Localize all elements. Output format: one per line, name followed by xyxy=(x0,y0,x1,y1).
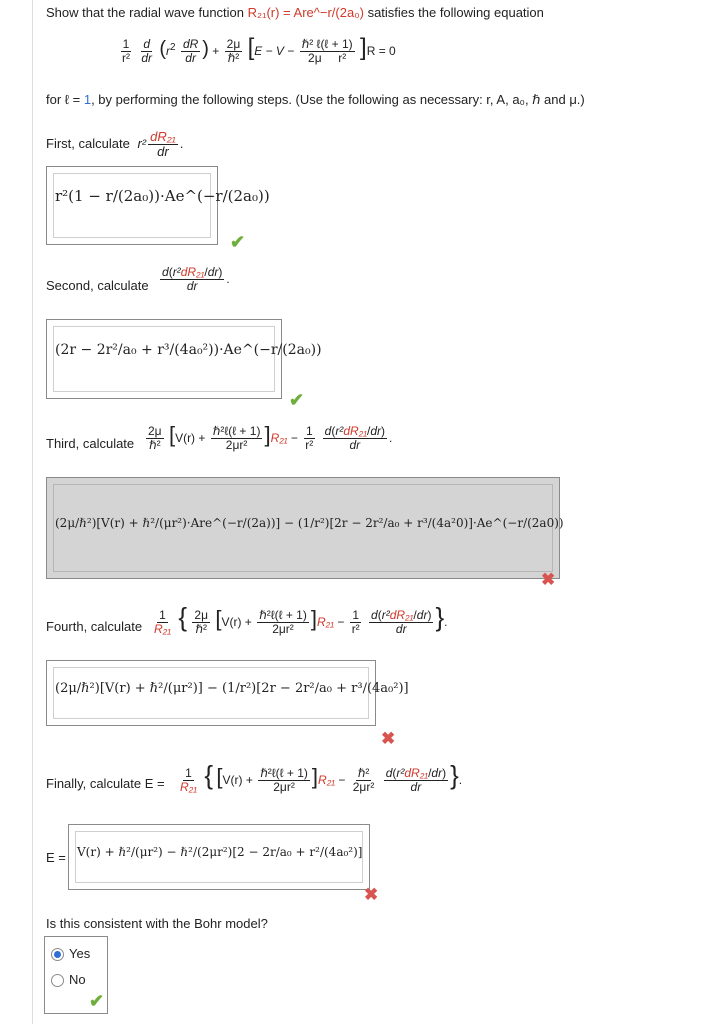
step5-incorrect-icon: ✖ xyxy=(364,885,379,904)
step4-answer-box[interactable] xyxy=(46,660,409,726)
step4-expression: $\frac{1}{\text{R₂₁}}$ { $\frac{2\mu}{\text{ℏ²}}$ [V(r) + $\frac{\text{ℏ²ℓ(ℓ + 1)}}{\text{2μr²}}$ ]R₂₁ − $\frac{1}{\text{r²}}$ $\frac{\text{d(r²dR₂₁/dr)}}{dr}$ }. xyxy=(154,602,448,637)
bohr-correct-icon: ✔ xyxy=(89,991,105,1011)
step5-expression: $\frac{1}{\text{R₂₁}}$ { [V(r) + $\frac{\text{ℏ²ℓ(ℓ + 1)}}{\text{2μr²}}$ ]R₂₁ − $\frac{\text{ℏ²}}{\text{2μr²}}$ $\frac{\text{d(r²dR₂₁/dr)}}{dr}$ }. xyxy=(180,760,463,795)
step4-incorrect-icon: ✖ xyxy=(381,729,396,748)
page-border xyxy=(32,0,33,1024)
step3-answer: (2μ/ℏ²)[V(r) + ℏ²/(μr²)·Are^(−r/(2a))] − (1/r²)[2r − 2r²/a₀ + r³/(4a²0)]·Ae^(−r/(2a0)) xyxy=(55,516,564,530)
step2-correct-icon: ✔ xyxy=(289,390,305,410)
radio-yes[interactable] xyxy=(51,948,64,961)
step3-answer-box[interactable] xyxy=(46,477,564,579)
ell-value: 1 xyxy=(83,92,92,107)
step2-label: Second, calculate xyxy=(46,278,149,293)
step3-label: Third, calculate xyxy=(46,436,135,451)
step5-answer: V(r) + ℏ²/(μr²) − ℏ²/(2μr²)[2 − 2r/a₀ + r²/(4a₀²)] xyxy=(77,845,363,859)
step2-answer-box[interactable] xyxy=(46,319,322,399)
for-text: for ℓ = xyxy=(46,92,81,107)
step2-expression: $\frac{\text{d(r²dR₂₁/dr)}}{dr}$ . xyxy=(162,265,230,294)
bohr-question: Is this consistent with the Bohr model? xyxy=(46,916,268,931)
step5-answer-box[interactable] xyxy=(68,824,370,890)
radio-no[interactable] xyxy=(51,974,64,987)
steps-instructions: , by performing the following steps. (Use the following as necessary: r, A, a₀, ℏ and μ.) xyxy=(91,92,585,107)
option-no[interactable]: No xyxy=(69,972,86,987)
question-intro xyxy=(46,5,544,20)
e-prefix: E = xyxy=(46,850,66,865)
equation-tail: R = 0 xyxy=(366,44,396,58)
bohr-options-box xyxy=(44,936,108,1014)
radial-function: R₂₁(r) = Are^−r/(2a₀) xyxy=(247,5,364,20)
step1-prompt: First, calculate r² $\frac{\text{dR₂₁}}{dr}$ . xyxy=(46,129,184,160)
step1-label: First, calculate xyxy=(46,136,130,152)
option-yes[interactable]: Yes xyxy=(69,946,91,961)
step3-expression: $\frac{2\mu}{\text{ℏ²}}$ [V(r) + $\frac{\text{ℏ²ℓ(ℓ + 1)}}{\text{2μr²}}$ ]R₂₁ − $\frac{1}{\text{r²}}$ $\frac{\text{d(r²dR₂₁/dr)}}{dr}$ . xyxy=(148,422,393,453)
step1-answer: r²(1 − r/(2a₀))·Ae^(−r/(2a₀)) xyxy=(55,187,270,205)
intro-tail: satisfies the following equation xyxy=(367,5,544,20)
step2-answer: (2r − 2r²/a₀ + r³/(4a₀²))·Ae^(−r/(2a₀)) xyxy=(55,342,322,358)
step3-incorrect-icon: ✖ xyxy=(541,570,556,589)
intro-text: Show that the radial wave function xyxy=(46,5,245,20)
step4-answer: (2μ/ℏ²)[V(r) + ℏ²/(μr²)] − (1/r²)[2r − 2r²/a₀ + r³/(4a₀²)] xyxy=(55,681,409,696)
step1-answer-box[interactable] xyxy=(46,166,270,245)
step5-label: Finally, calculate E = xyxy=(46,776,165,791)
step1-correct-icon: ✔ xyxy=(230,232,246,252)
step4-label: Fourth, calculate xyxy=(46,619,143,634)
for-line xyxy=(46,92,585,108)
main-equation: $\frac{1}{\text{r²}}$ $\frac{d}{dr}$ ($r^2$ $\frac{dR}{dr}$ ) + $\frac{2\mu}{\text{ℏ²}}$ [E − V − $\frac{\text{ℏ² ℓ(ℓ + 1)}}{\text{2μ r²}}$ ]R = 0 xyxy=(122,34,396,66)
